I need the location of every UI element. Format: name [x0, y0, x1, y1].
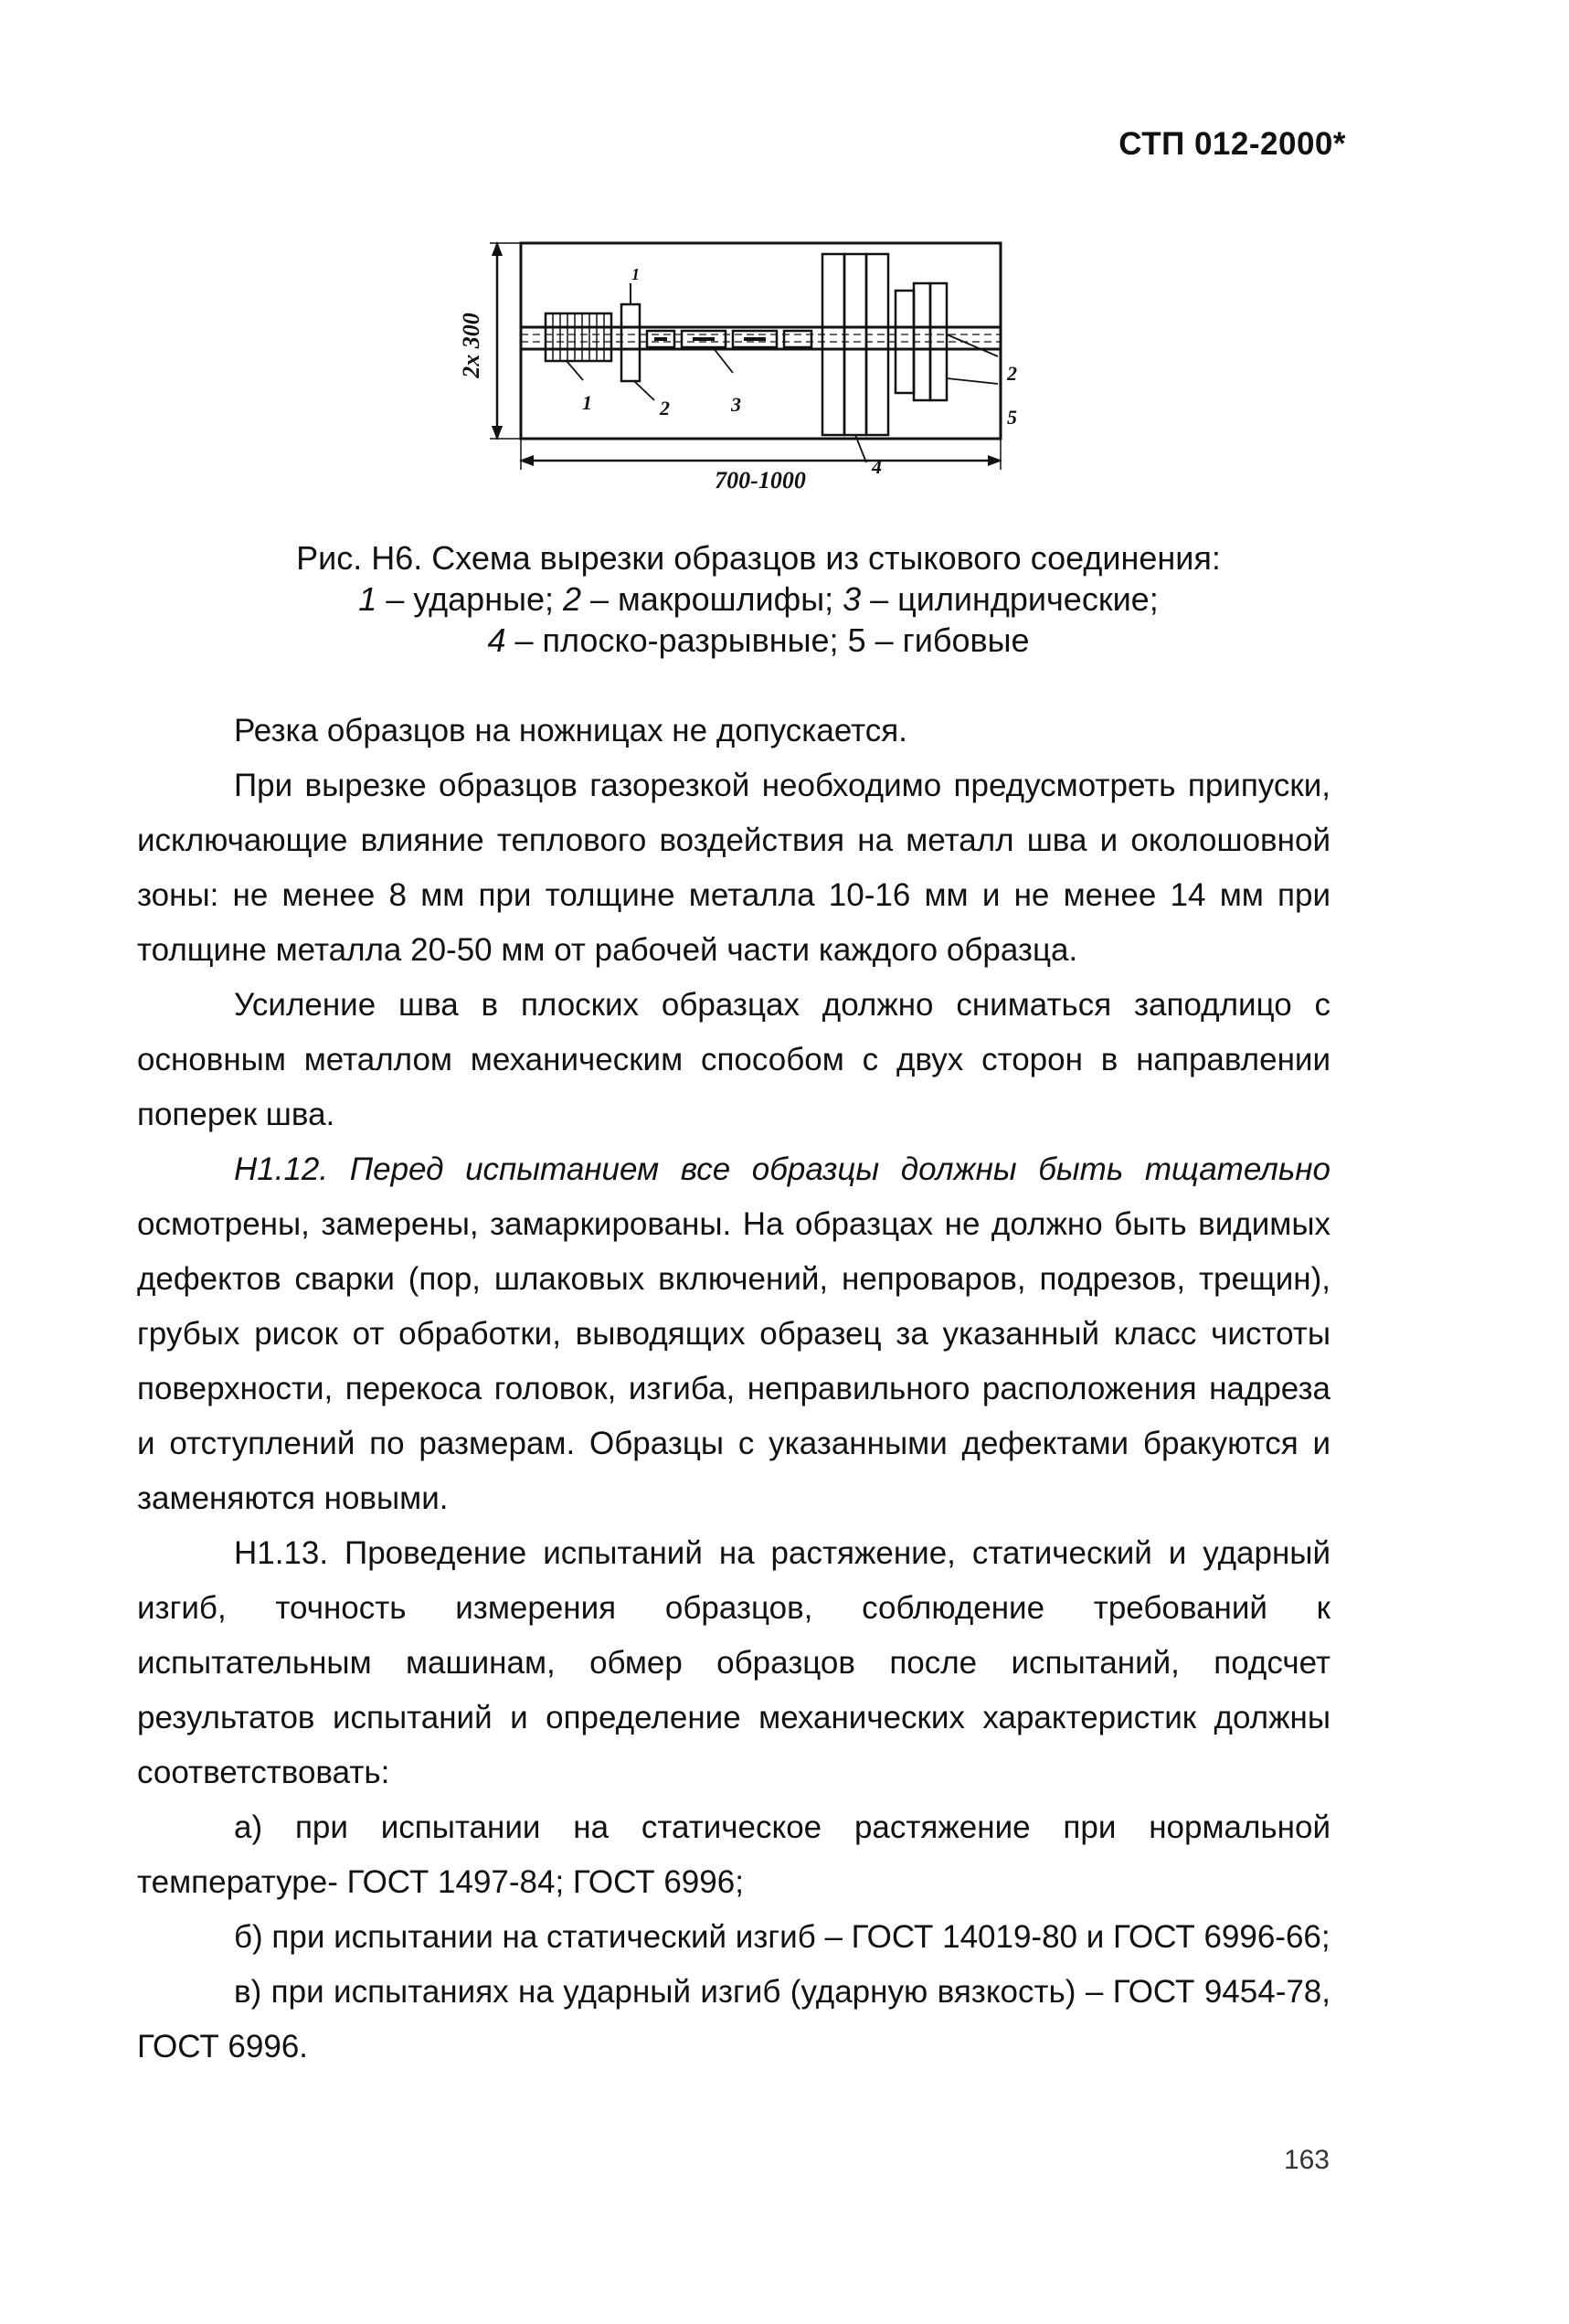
marker-2: 2 — [660, 397, 670, 419]
marker-top-1: 1 — [631, 265, 640, 283]
caption-text-3: – цилиндрические; — [861, 580, 1159, 618]
page-number: 163 — [1283, 2145, 1330, 2175]
caption-text-1: – ударные; — [376, 580, 563, 618]
paragraph-cutting: Резка образцов на ножницах не допускается. — [234, 713, 907, 748]
marker-4: 4 — [872, 455, 882, 478]
h1-12-text: осмотрены, замерены, замаркированы. На образцах не должно быть видимых дефектов сварки (пор, шлаковых включений, непроваров, подрезов, трещин), грубых рисок от обработки, выводящих образец за указанный класс чистоты поверхности, перекоса головок, изгиба, неправильного расположения надреза и отступлений по размерам. Образцы с указанными дефектами бракуются и заменяются новыми. — [137, 1206, 1330, 1516]
list-item-a: а) при испытании на статическое растяжение при нормальной температуре- ГОСТ 1497-84; ГОСТ 6996; — [137, 1809, 1330, 1900]
list-item-b: б) при испытании на статический изгиб – ГОСТ 14019-80 и ГОСТ 6996-66; — [234, 1919, 1330, 1955]
caption-title: Рис. Н6. Схема вырезки образцов из стыкового соединения: — [296, 539, 1221, 577]
caption-num-2: 2 — [563, 580, 582, 618]
document-code: СТП 012-2000* — [1118, 126, 1346, 162]
caption-num-1: 1 — [358, 580, 377, 618]
caption-num-3: 3 — [843, 580, 862, 618]
body-text — [137, 704, 1330, 2075]
marker-2-right: 2 — [1007, 362, 1017, 385]
h1-12-number: Н1.12. — [234, 1151, 329, 1187]
marker-1: 1 — [582, 391, 592, 414]
marker-5: 5 — [1007, 406, 1017, 429]
caption-line-3 — [219, 620, 1298, 661]
width-dimension-label: 700-1000 — [715, 467, 806, 493]
list-item-c: в) при испытаниях на ударный изгиб (ударную вязкость) – ГОСТ 9454-78, ГОСТ 6996. — [137, 1974, 1330, 2064]
height-dimension-label: 2x 300 — [458, 313, 484, 378]
h1-12-italic: Перед испытанием все образцы должны быть тщательно — [328, 1151, 1330, 1187]
cutting-scheme-drawing — [439, 236, 1060, 519]
caption-line-2 — [219, 578, 1298, 620]
marker-3: 3 — [731, 393, 741, 416]
caption-text-4: – плоско-разрывные; 5 – гибовые — [505, 621, 1030, 659]
figure-caption — [219, 537, 1298, 661]
paragraph-h1-12 — [137, 1142, 1330, 1526]
paragraph-gas-cutting: При вырезке образцов газорезкой необходимо предусмотреть припуски, исключающие влияние теплового воздействия на металл шва и околошовной зоны: не менее 8 мм при толщине металла 10-16 мм и не менее 14 мм при толщине металла 20-50 мм от рабочей части каждого образца. — [137, 768, 1330, 968]
caption-text-2: – макрошлифы; — [581, 580, 843, 618]
cutting-scheme-figure — [439, 236, 1060, 519]
caption-num-4: 4 — [487, 621, 506, 659]
paragraph-weld-reinforcement: Усиление шва в плоских образцах должно сниматься заподлицо с основным металлом механическим способом с двух сторон в направлении поперек шва. — [137, 987, 1330, 1132]
paragraph-h1-13: Н1.13. Проведение испытаний на растяжение, статический и ударный изгиб, точность измерения образцов, соблюдение требований к испытательным машинам, обмер образцов после испытаний, подсчет результатов испытаний и определение механических характеристик должны соответствовать: — [137, 1535, 1330, 1790]
